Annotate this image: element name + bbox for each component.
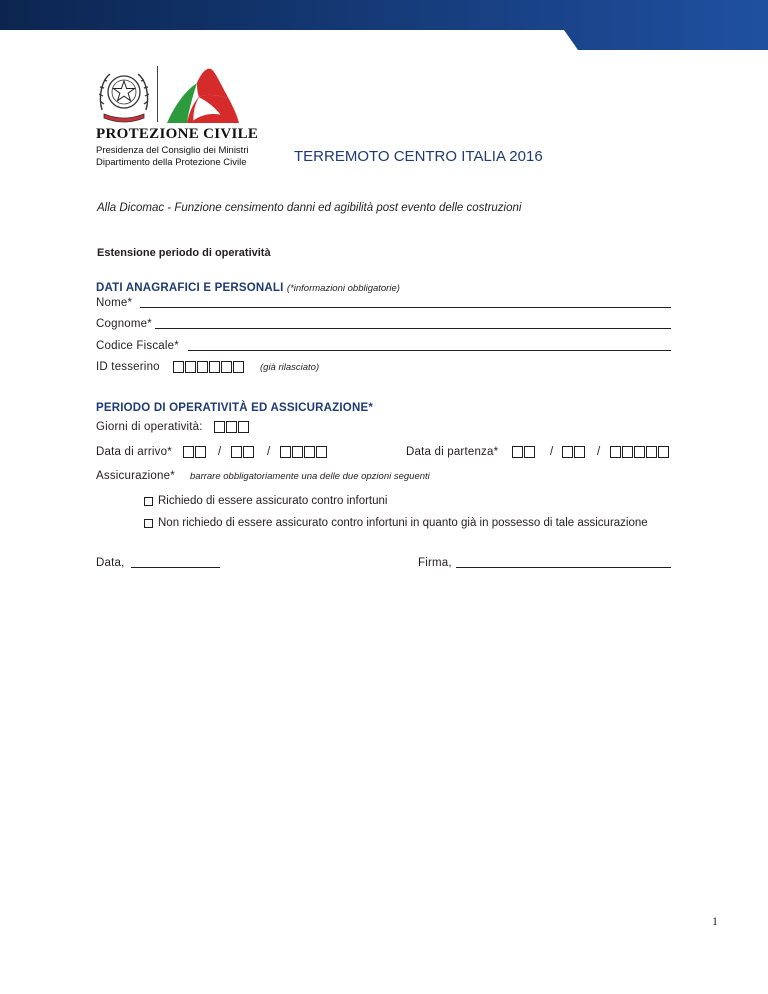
digit-box[interactable] [292, 446, 303, 458]
digit-box[interactable] [185, 361, 196, 373]
partenza-year-boxes[interactable] [610, 446, 670, 458]
section-title-personal-text: DATI ANAGRAFICI E PERSONALI [96, 282, 284, 294]
digit-box[interactable] [238, 421, 249, 433]
date-separator: / [597, 446, 601, 458]
recipient-line: Alla Dicomac - Funzione censimento danni ed agibilità post evento delle costruzioni [97, 202, 522, 214]
digit-box[interactable] [173, 361, 184, 373]
id-tesserino-boxes[interactable] [173, 361, 245, 373]
data-label: Data, [96, 557, 125, 569]
digit-box[interactable] [183, 446, 194, 458]
date-separator: / [550, 446, 554, 458]
digit-box[interactable] [195, 446, 206, 458]
header-bar [0, 0, 768, 50]
arrivo-day-boxes[interactable] [183, 446, 207, 458]
arrivo-month-boxes[interactable] [231, 446, 255, 458]
partenza-month-boxes[interactable] [562, 446, 586, 458]
document-title: TERREMOTO CENTRO ITALIA 2016 [294, 148, 543, 165]
protezione-civile-logo-icon [163, 65, 241, 125]
assicurazione-hint: barrare obbligatoriamente una delle due opzioni seguenti [190, 471, 430, 482]
option-richiedo-text: Richiedo di essere assicurato contro infortuni [158, 495, 388, 507]
date-separator: / [267, 446, 271, 458]
cognome-field[interactable] [155, 328, 671, 329]
arrivo-label: Data di arrivo* [96, 446, 172, 458]
firma-label: Firma, [418, 557, 452, 569]
option-non-richiedo[interactable] [144, 517, 648, 529]
digit-box[interactable] [197, 361, 208, 373]
assicurazione-label: Assicurazione* [96, 470, 175, 482]
date-separator: / [218, 446, 222, 458]
section-title-personal [96, 282, 400, 294]
codice-fiscale-label: Codice Fiscale* [96, 340, 179, 352]
digit-box[interactable] [221, 361, 232, 373]
digit-box[interactable] [214, 421, 225, 433]
org-subtitle-line2: Dipartimento della Protezione Civile [96, 157, 247, 168]
italian-republic-emblem-icon [96, 66, 152, 124]
org-subtitle-line1: Presidenza del Consiglio dei Ministri [96, 145, 249, 156]
digit-box[interactable] [610, 446, 621, 458]
firma-field[interactable] [456, 567, 671, 568]
digit-box[interactable] [243, 446, 254, 458]
digit-box[interactable] [658, 446, 669, 458]
codice-fiscale-field[interactable] [188, 350, 671, 351]
digit-box[interactable] [304, 446, 315, 458]
nome-label: Nome* [96, 297, 133, 309]
digit-box[interactable] [646, 446, 657, 458]
arrivo-year-boxes[interactable] [280, 446, 328, 458]
logo-separator [157, 66, 158, 122]
option-checkbox[interactable] [144, 497, 153, 506]
section-title-period: PERIODO DI OPERATIVITÀ ED ASSICURAZIONE* [96, 402, 373, 414]
digit-box[interactable] [226, 421, 237, 433]
digit-box[interactable] [280, 446, 291, 458]
option-checkbox[interactable] [144, 519, 153, 528]
partenza-label: Data di partenza* [406, 446, 499, 458]
digit-box[interactable] [512, 446, 523, 458]
digit-box[interactable] [622, 446, 633, 458]
id-tesserino-hint: (già rilasciato) [260, 362, 320, 373]
digit-box[interactable] [574, 446, 585, 458]
data-field[interactable] [131, 567, 220, 568]
option-richiedo[interactable] [144, 495, 387, 507]
partenza-day-boxes[interactable] [512, 446, 536, 458]
id-tesserino-label: ID tesserino [96, 361, 160, 373]
digit-box[interactable] [233, 361, 244, 373]
digit-box[interactable] [562, 446, 573, 458]
giorni-boxes[interactable] [214, 421, 250, 433]
option-non-richiedo-text: Non richiedo di essere assicurato contro infortuni in quanto già in possesso di tale assicurazione [158, 517, 648, 529]
nome-field[interactable] [140, 307, 671, 308]
subject-line: Estensione periodo di operatività [97, 247, 271, 259]
mandatory-note: (*informazioni obbligatorie) [286, 283, 400, 294]
org-name: PROTEZIONE CIVILE [96, 126, 259, 142]
digit-box[interactable] [209, 361, 220, 373]
digit-box[interactable] [231, 446, 242, 458]
digit-box[interactable] [634, 446, 645, 458]
digit-box[interactable] [524, 446, 535, 458]
page-number: 1 [712, 914, 718, 928]
cognome-label: Cognome* [96, 318, 152, 330]
digit-box[interactable] [316, 446, 327, 458]
giorni-label: Giorni di operatività: [96, 421, 203, 433]
